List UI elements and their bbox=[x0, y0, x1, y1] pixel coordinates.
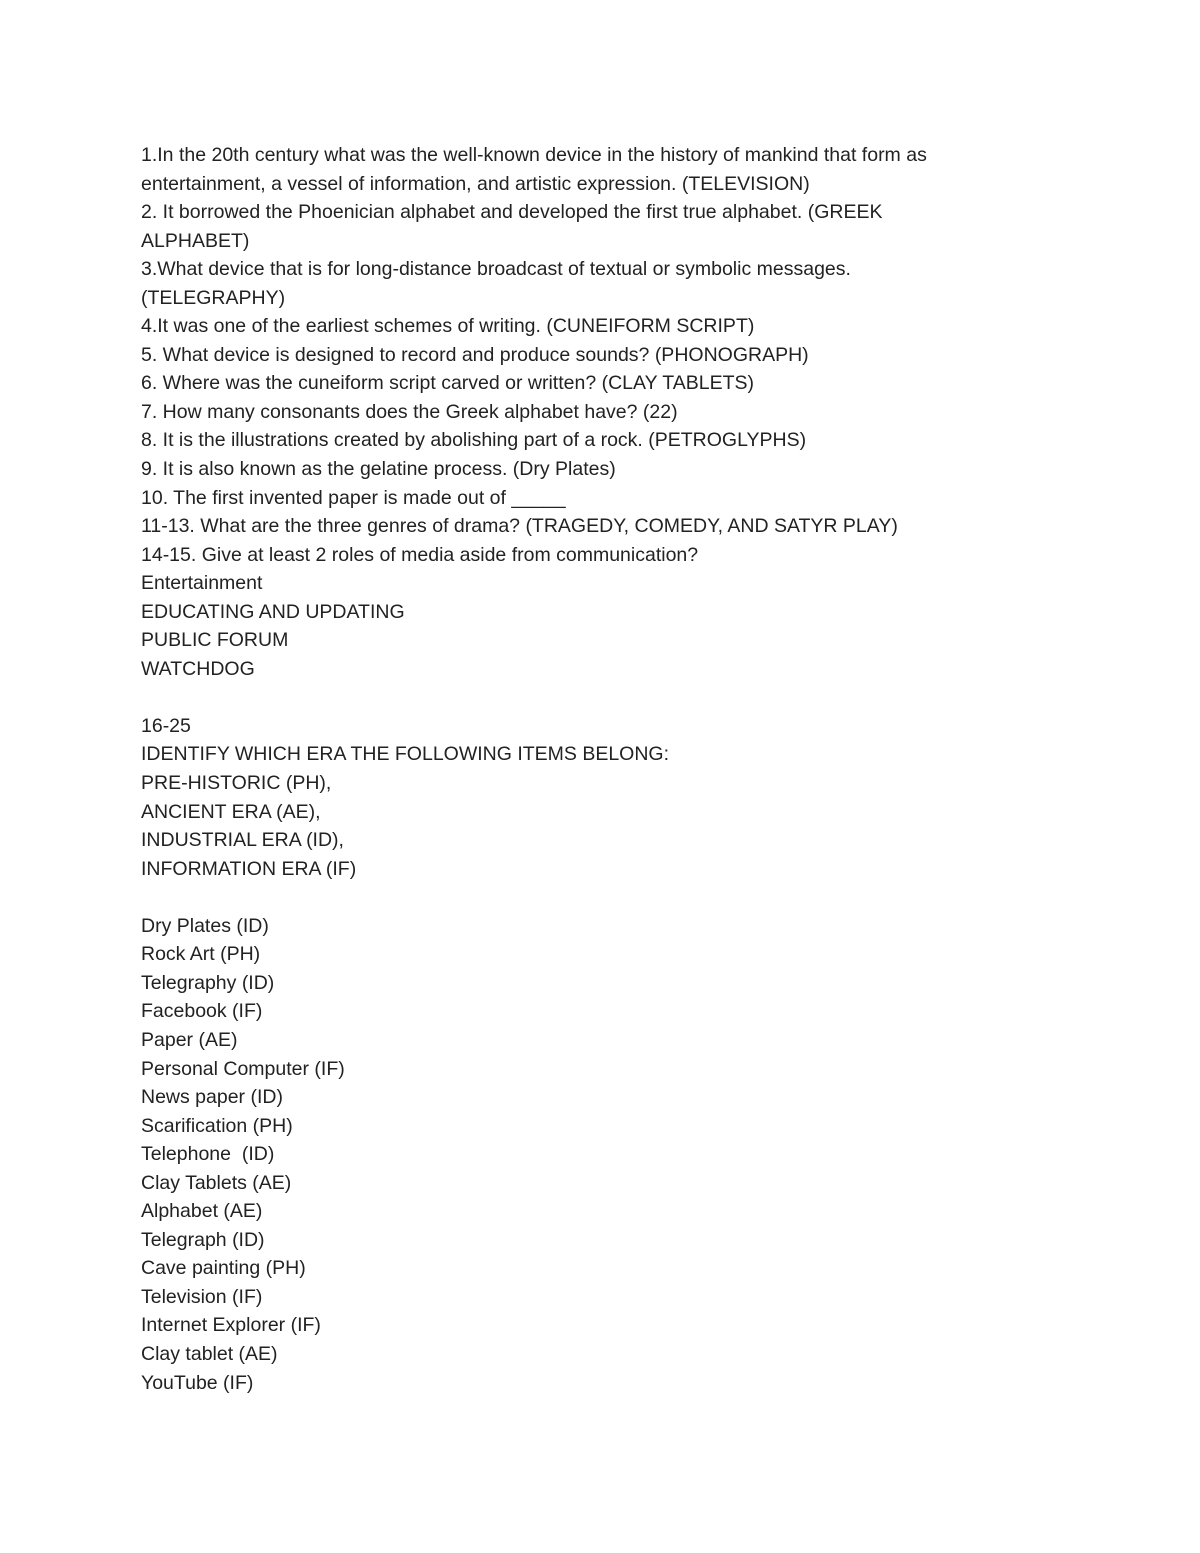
text-line: Alphabet (AE) bbox=[141, 1200, 263, 1223]
document-body bbox=[141, 141, 1041, 1397]
text-line: 2. It borrowed the Phoenician alphabet and developed the first true alphabet. (GREEK bbox=[141, 201, 883, 224]
blank-line bbox=[141, 683, 1041, 712]
text-line: Entertainment bbox=[141, 572, 263, 595]
text-line: Paper (AE) bbox=[141, 1028, 238, 1051]
text-line: EDUCATING AND UPDATING bbox=[141, 600, 405, 623]
text-line: WATCHDOG bbox=[141, 657, 255, 680]
blank-line bbox=[141, 883, 1041, 912]
text-line: 10. The first invented paper is made out of _____ bbox=[141, 486, 566, 509]
text-line: 14-15. Give at least 2 roles of media aside from communication? bbox=[141, 543, 699, 566]
text-line: Telegraph (ID) bbox=[141, 1228, 265, 1251]
text-line: Clay Tablets (AE) bbox=[141, 1171, 292, 1194]
text-line: PRE-HISTORIC (PH), bbox=[141, 772, 332, 795]
text-line: Personal Computer (IF) bbox=[141, 1057, 345, 1080]
text-line: 1.In the 20th century what was the well-known device in the history of mankind that form as bbox=[141, 144, 927, 166]
text-line: Facebook (IF) bbox=[141, 1000, 263, 1023]
text-line: 5. What device is designed to record and produce sounds? (PHONOGRAPH) bbox=[141, 343, 809, 366]
text-line: 9. It is also known as the gelatine process. (Dry Plates) bbox=[141, 458, 616, 481]
text-line: (TELEGRAPHY) bbox=[141, 286, 286, 309]
text-line: News paper (ID) bbox=[141, 1086, 283, 1109]
text-line: Dry Plates (ID) bbox=[141, 914, 269, 937]
text-line: Telegraphy (ID) bbox=[141, 971, 275, 994]
text-line: INDUSTRIAL ERA (ID), bbox=[141, 829, 344, 852]
text-line: 3.What device that is for long-distance broadcast of textual or symbolic messages. bbox=[141, 258, 851, 281]
text-line: ANCIENT ERA (AE), bbox=[141, 800, 321, 823]
text-line: INFORMATION ERA (IF) bbox=[141, 857, 357, 880]
text-line: Scarification (PH) bbox=[141, 1114, 293, 1137]
text-line: Clay tablet (AE) bbox=[141, 1342, 278, 1365]
text-line: ALPHABET) bbox=[141, 229, 250, 252]
text-line: YouTube (IF) bbox=[141, 1371, 254, 1394]
text-line: 8. It is the illustrations created by abolishing part of a rock. (PETROGLYPHS) bbox=[141, 429, 807, 452]
text-line: Internet Explorer (IF) bbox=[141, 1314, 321, 1337]
text-line: 4.It was one of the earliest schemes of writing. (CUNEIFORM SCRIPT) bbox=[141, 315, 755, 338]
text-line: Telephone (ID) bbox=[141, 1143, 275, 1166]
text-line: 7. How many consonants does the Greek alphabet have? (22) bbox=[141, 400, 678, 423]
text-line: Television (IF) bbox=[141, 1285, 263, 1308]
text-line: 6. Where was the cuneiform script carved or written? (CLAY TABLETS) bbox=[141, 372, 755, 395]
text-line: 16-25 bbox=[141, 714, 191, 737]
text-line: Cave painting (PH) bbox=[141, 1257, 306, 1280]
text-line: 11-13. What are the three genres of drama? (TRAGEDY, COMEDY, AND SATYR PLAY) bbox=[141, 515, 898, 538]
text-line: entertainment, a vessel of information, and artistic expression. (TELEVISION) bbox=[141, 172, 810, 195]
text-line: Rock Art (PH) bbox=[141, 943, 261, 966]
text-line: PUBLIC FORUM bbox=[141, 629, 289, 652]
text-line: IDENTIFY WHICH ERA THE FOLLOWING ITEMS BELONG: bbox=[141, 743, 670, 766]
